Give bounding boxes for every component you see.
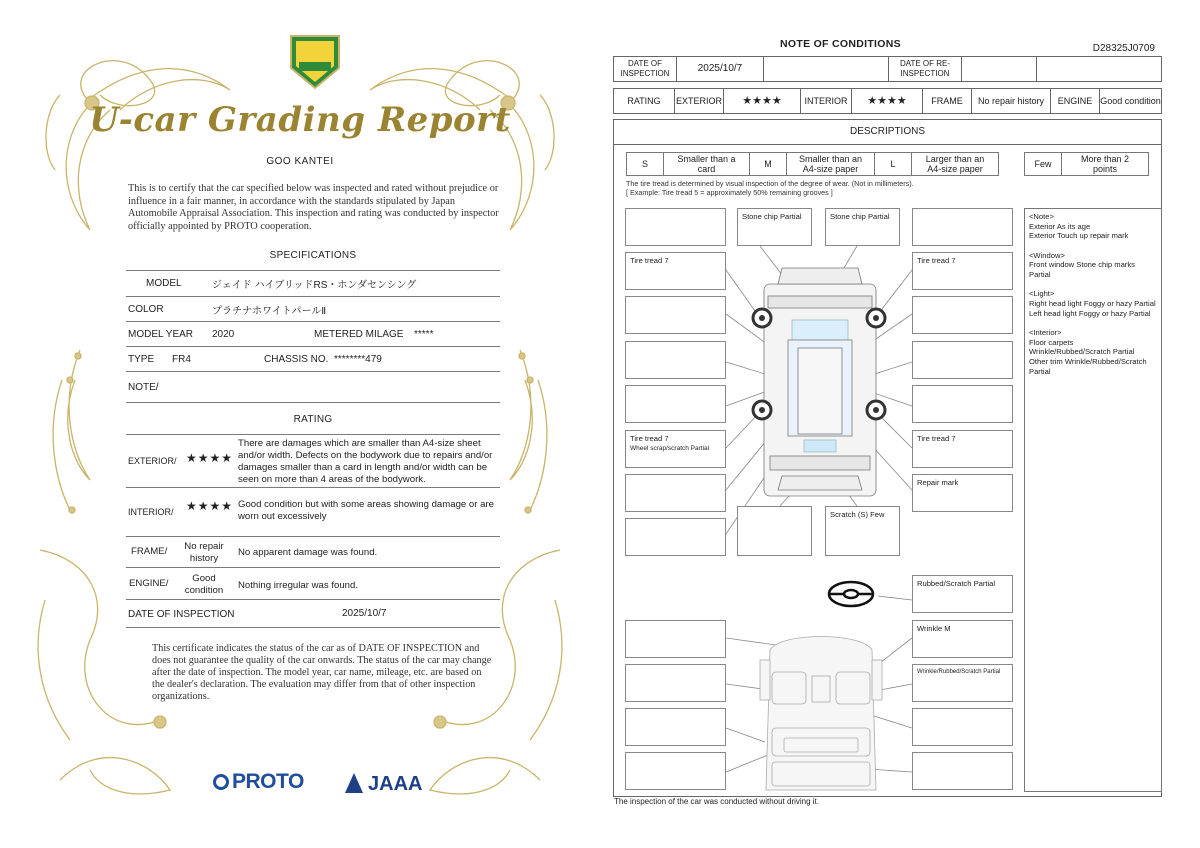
color-value: プラチナホワイトパールⅡ	[212, 305, 327, 317]
type-value: FR4	[172, 353, 191, 365]
note-box-left-fender[interactable]	[625, 296, 726, 334]
spec-row-color	[126, 297, 500, 322]
note-box-rear-seat-left[interactable]	[625, 752, 726, 790]
metered-milage-label: METERED MILAGE	[314, 328, 404, 340]
frame-label: FRAME	[922, 88, 972, 114]
certificate-intro: This is to certify that the car specified below was inspected and rated without prejudice or influence in a fair manner, in accordance with the standards stipulated by Japan Automobile Appraisal Association. This inspection and rating was conducted by inspector officially appointed by PROTO cooperation.	[128, 183, 499, 232]
chassis-label: CHASSIS NO.	[264, 353, 329, 365]
conditions-title: NOTE OF CONDITIONS	[780, 38, 901, 50]
note-box-left-door-trim[interactable]	[625, 708, 726, 746]
proto-logo: PROTO	[213, 770, 304, 794]
note-box-tire-rear-right[interactable]: Tire tread 7	[912, 430, 1013, 468]
note-box-dashboard[interactable]: Wrinkle M	[912, 620, 1013, 658]
rating-row-engine	[126, 568, 500, 600]
steering-wheel-icon	[829, 582, 873, 606]
note-box-right-seat[interactable]: Wrinkle/Rubbed/Scratch Partial	[912, 664, 1013, 702]
engine-value: Good condition	[1099, 88, 1162, 114]
note-box-front-bumper[interactable]: Stone chip Partial	[737, 208, 812, 246]
jaaa-logo-icon	[345, 773, 363, 793]
engine-label: ENGINE/	[129, 578, 169, 589]
notes-group-light: <Light> Right head light Foggy or hazy Partial Left head light Foggy or hazy Partial	[1029, 289, 1156, 318]
legend-l-desc: Larger than an A4-size paper	[911, 152, 999, 176]
note-box-right-front-door[interactable]	[912, 341, 1013, 379]
proto-logo-icon	[213, 774, 229, 790]
date-of-inspection-label: DATE OF INSPECTION	[128, 609, 235, 620]
notes-group-window: <Window> Front window Stone chip marks Partial	[1029, 250, 1135, 280]
legend-few-label: Few	[1024, 152, 1062, 176]
rating-row-date	[126, 600, 500, 628]
spec-row-note	[126, 372, 500, 403]
note-box-front-right-outer[interactable]	[912, 208, 1013, 246]
legend-m-desc: Smaller than an A4-size paper	[786, 152, 875, 176]
car-top-view-icon	[764, 268, 876, 496]
note-box-rear-left[interactable]	[625, 518, 726, 556]
note-box-front-left-outer[interactable]	[625, 208, 726, 246]
rating-row-interior	[126, 488, 500, 537]
note-box-right-rear-door[interactable]	[912, 385, 1013, 423]
note-box-left-seat[interactable]	[625, 664, 726, 702]
model-year-label: MODEL YEAR	[128, 328, 194, 340]
engine-value: Good condition	[184, 573, 224, 596]
date-of-inspection-value: 2025/10/7	[676, 56, 764, 82]
note-box-rear-seat-right[interactable]	[912, 752, 1013, 790]
spec-row-model-year	[126, 322, 500, 347]
re-inspection-label: DATE OF RE-INSPECTION	[888, 56, 962, 82]
note-box-rear-glass[interactable]: Scratch (S) Few	[825, 506, 900, 556]
date-of-inspection-label: DATE OF INSPECTION	[613, 56, 677, 82]
specifications-heading: SPECIFICATIONS	[269, 250, 357, 261]
certificate-footer: This certificate indicates the status of the car as of DATE OF INSPECTION and does not guarantee the quality of the car onwards. The status of the car may change after the date of inspection. The model year, car name, mileage, etc. are based on the dealer's declaration. The evaluation may differ from that of other inspection organizations.	[152, 643, 492, 703]
note-box-left-rear-door[interactable]	[625, 385, 726, 423]
spec-row-model	[126, 270, 500, 297]
exterior-label: EXTERIOR/	[128, 456, 177, 466]
exterior-label: EXTERIOR	[674, 88, 724, 114]
type-label: TYPE	[128, 353, 155, 365]
descriptions-heading: DESCRIPTIONS	[613, 119, 1162, 145]
note-label: NOTE/	[128, 381, 159, 393]
note-box-tire-rear-left[interactable]: Tire tread 7 Wheel scrap/scratch Partial	[625, 430, 726, 468]
spec-row-type	[126, 347, 500, 372]
legend-l-label: L	[874, 152, 912, 176]
interior-label: INTERIOR/	[128, 507, 174, 517]
rating-row-exterior	[126, 434, 500, 488]
exterior-stars: ★★★★	[186, 451, 234, 465]
legend-s-label: S	[626, 152, 664, 176]
conditions-footer: The inspection of the car was conducted without driving it.	[614, 797, 819, 806]
note-box-headliner[interactable]	[625, 620, 726, 658]
frame-label: FRAME/	[131, 546, 168, 557]
rating-row-frame	[126, 537, 500, 568]
car-interior-icon	[760, 637, 882, 791]
engine-label: ENGINE	[1050, 88, 1100, 114]
rating-heading: RATING	[293, 414, 333, 425]
document-id: D28325J0709	[1092, 43, 1155, 54]
jaaa-logo: JAAA	[345, 773, 422, 796]
tire-tread-note: The tire tread is determined by visual inspection of the degree of wear. (Not in millimeters). [ Example: Tire tread 5 = approximately 50% remaining grooves ]	[626, 179, 914, 198]
note-box-right-quarter[interactable]: Repair mark	[912, 474, 1013, 512]
interior-stars: ★★★★	[186, 499, 234, 513]
engine-description: Nothing irregular was found.	[238, 580, 358, 591]
note-box-left-front-door[interactable]	[625, 341, 726, 379]
legend-s-desc: Smaller than a card	[663, 152, 750, 176]
certificate-title: U-car Grading Report	[89, 100, 511, 140]
rating-label: RATING	[613, 88, 675, 114]
note-box-console[interactable]	[912, 708, 1013, 746]
interior-description: Good condition but with some areas showing damage or are worn out excessively	[238, 499, 494, 522]
notes-panel	[1024, 208, 1162, 792]
color-label: COLOR	[128, 303, 164, 315]
exterior-description: There are damages which are smaller than A4-size sheet and/or width. Defects on the bodywork due to repairs and/or damages smaller than a card in length and/or width can be seen on more than 4 areas of the bodywork.	[238, 438, 493, 485]
note-box-tire-front-left[interactable]: Tire tread 7	[625, 252, 726, 290]
frame-description: No apparent damage was found.	[238, 547, 378, 558]
metered-milage-value: *****	[414, 328, 434, 340]
note-box-left-quarter[interactable]	[625, 474, 726, 512]
model-year-value: 2020	[212, 328, 235, 340]
chassis-value: ********479	[334, 353, 382, 365]
exterior-stars: ★★★★	[723, 88, 801, 114]
notes-group-interior: <Interior> Floor carpets Wrinkle/Rubbed/Scratch Partial Other trim Wrinkle/Rubbed/Scratch Partial	[1029, 327, 1147, 376]
interior-label: INTERIOR	[800, 88, 852, 114]
frame-value: No repair history	[971, 88, 1051, 114]
note-box-tire-front-right[interactable]: Tire tread 7	[912, 252, 1013, 290]
note-box-windshield[interactable]: Stone chip Partial	[825, 208, 900, 246]
date-of-inspection-value: 2025/10/7	[342, 608, 387, 619]
model-value: ジェイド ハイブリッドRS・ホンダセンシング	[212, 280, 417, 291]
note-box-right-fender[interactable]	[912, 296, 1013, 334]
note-box-steering[interactable]: Rubbed/Scratch Partial	[912, 575, 1013, 613]
interior-stars: ★★★★	[851, 88, 923, 114]
note-box-rear-bumper[interactable]	[737, 506, 812, 556]
certificate-subtitle: GOO KANTEI	[266, 156, 334, 167]
model-label: MODEL	[146, 278, 182, 289]
legend-m-label: M	[749, 152, 787, 176]
note-of-conditions-sheet	[600, 0, 1200, 848]
legend-few-desc: More than 2 points	[1061, 152, 1149, 176]
frame-value: No repair history	[184, 541, 224, 564]
notes-group-note: <Note> Exterior As its age Exterior Touch up repair mark	[1029, 212, 1129, 241]
goo-kantei-badge-icon	[287, 32, 343, 90]
